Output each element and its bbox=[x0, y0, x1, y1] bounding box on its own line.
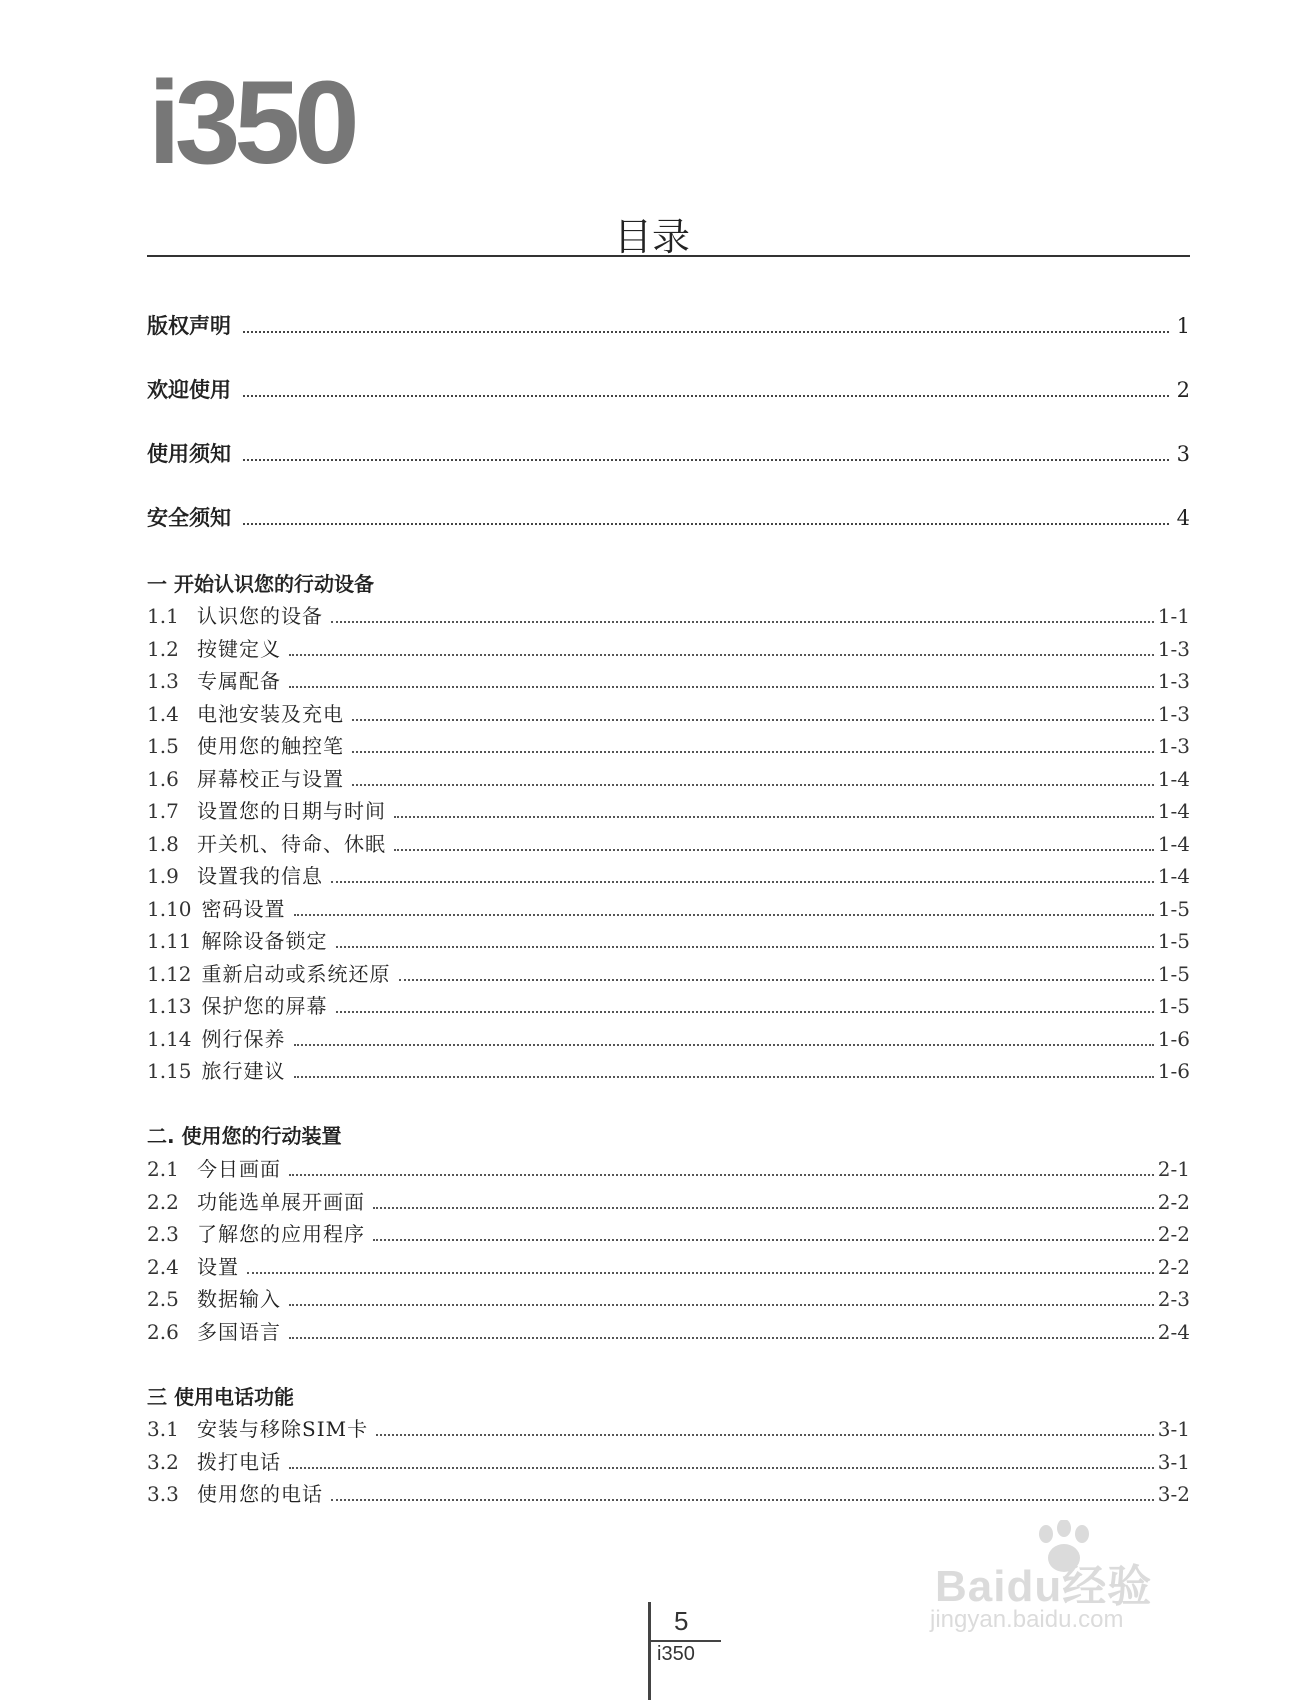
leader-dots bbox=[399, 979, 1154, 981]
baidu-watermark bbox=[920, 1520, 1240, 1640]
toc-entry[interactable] bbox=[147, 1218, 1190, 1248]
entry-number: 1.14 bbox=[147, 1026, 192, 1051]
entry-page: 1-3 bbox=[1157, 669, 1190, 693]
entry-page: 1-4 bbox=[1157, 799, 1190, 823]
leader-dots bbox=[289, 1467, 1154, 1469]
page-number: 5 bbox=[674, 1606, 689, 1636]
section-heading: 二. 使用您的行动装置 bbox=[147, 1124, 342, 1148]
toc-entry[interactable] bbox=[147, 860, 1190, 890]
entry-label: 功能选单展开画面 bbox=[197, 1189, 365, 1214]
toc-entry[interactable] bbox=[147, 1413, 1190, 1443]
entry-label: 使用您的电话 bbox=[197, 1482, 323, 1506]
entry-page: 1-4 bbox=[1157, 831, 1190, 856]
leader-dots bbox=[243, 459, 1169, 461]
toc-entry[interactable] bbox=[147, 1023, 1190, 1053]
toc-entry[interactable] bbox=[147, 1153, 1190, 1183]
watermark-url: jingyan.baidu.com bbox=[930, 1606, 1124, 1633]
leader-dots bbox=[373, 1239, 1154, 1241]
leader-dots bbox=[289, 686, 1154, 688]
leader-dots bbox=[336, 946, 1154, 948]
entry-label: 设置 bbox=[197, 1254, 239, 1279]
leader-dots bbox=[289, 1337, 1154, 1339]
entry-number: 1.11 bbox=[147, 929, 192, 953]
entry-number: 1.15 bbox=[147, 1059, 192, 1083]
entry-label: 专属配备 bbox=[197, 669, 281, 693]
entry-label: 旅行建议 bbox=[201, 1059, 286, 1083]
leader-dots bbox=[289, 1174, 1154, 1176]
leader-dots bbox=[336, 1011, 1154, 1013]
leader-dots bbox=[373, 1207, 1154, 1209]
leader-dots bbox=[289, 654, 1154, 656]
leader-dots bbox=[352, 784, 1154, 786]
entry-label: 今日画面 bbox=[197, 1157, 281, 1181]
toc-entry[interactable] bbox=[147, 633, 1190, 663]
toc-entry-page: 2 bbox=[1176, 378, 1190, 402]
entry-label: 按键定义 bbox=[197, 636, 281, 661]
entry-number: 1.5 bbox=[147, 734, 179, 758]
entry-label: 例行保养 bbox=[201, 1026, 286, 1051]
entry-number: 2.3 bbox=[147, 1222, 179, 1246]
entry-number: 1.3 bbox=[147, 669, 179, 693]
entry-page: 2-2 bbox=[1157, 1222, 1190, 1246]
entry-page: 3-1 bbox=[1157, 1449, 1190, 1474]
entry-number: 1.9 bbox=[147, 864, 179, 888]
leader-dots bbox=[331, 1499, 1154, 1501]
entry-page: 3-2 bbox=[1157, 1482, 1190, 1506]
toc-entry[interactable] bbox=[147, 763, 1190, 793]
leader-dots bbox=[294, 1076, 1154, 1078]
entry-page: 1-4 bbox=[1157, 864, 1190, 888]
leader-dots bbox=[247, 1272, 1154, 1274]
entry-page: 1-5 bbox=[1157, 896, 1190, 921]
entry-page: 1-6 bbox=[1157, 1059, 1190, 1083]
toc-entry[interactable] bbox=[147, 893, 1190, 923]
entry-label: 数据输入 bbox=[197, 1287, 281, 1311]
toc-entry-label: 版权声明 bbox=[147, 314, 231, 338]
entry-page: 2-4 bbox=[1157, 1319, 1190, 1344]
entry-number: 2.6 bbox=[147, 1319, 179, 1344]
entry-label: 屏幕校正与设置 bbox=[197, 766, 344, 791]
toc-entry[interactable] bbox=[147, 958, 1190, 988]
toc-entry[interactable] bbox=[147, 1446, 1190, 1476]
leader-dots bbox=[376, 1434, 1154, 1436]
toc-entry[interactable] bbox=[147, 600, 1190, 630]
entry-number: 2.1 bbox=[147, 1157, 179, 1181]
entry-number: 3.1 bbox=[147, 1417, 179, 1441]
footer-horizontal-rule bbox=[651, 1640, 721, 1642]
toc-entry[interactable] bbox=[147, 795, 1190, 825]
toc-entry-page: 3 bbox=[1176, 442, 1190, 466]
entry-label: 重新启动或系统还原 bbox=[201, 961, 391, 986]
entry-label: 拨打电话 bbox=[197, 1449, 281, 1474]
footer-vertical-rule bbox=[648, 1602, 651, 1700]
leader-dots bbox=[352, 751, 1154, 753]
entry-page: 2-2 bbox=[1157, 1254, 1190, 1279]
entry-page: 3-1 bbox=[1157, 1417, 1190, 1441]
leader-dots bbox=[243, 331, 1169, 333]
toc-entry-label: 安全须知 bbox=[147, 506, 231, 530]
leader-dots bbox=[243, 523, 1169, 525]
entry-page: 2-1 bbox=[1157, 1157, 1190, 1181]
entry-number: 1.7 bbox=[147, 799, 179, 823]
toc-entry-label: 使用须知 bbox=[147, 442, 231, 466]
page-title: 目录 bbox=[613, 215, 690, 259]
entry-number: 1.10 bbox=[147, 896, 192, 921]
toc-entry[interactable] bbox=[147, 698, 1190, 728]
toc-entry[interactable] bbox=[147, 1251, 1190, 1281]
entry-page: 1-3 bbox=[1157, 701, 1190, 726]
entry-page: 2-3 bbox=[1157, 1287, 1190, 1311]
entry-label: 认识您的设备 bbox=[197, 604, 323, 628]
entry-number: 1.4 bbox=[147, 701, 179, 726]
toc-entry-page: 1 bbox=[1176, 314, 1190, 338]
entry-number: 2.2 bbox=[147, 1189, 179, 1214]
title-divider bbox=[147, 255, 1190, 257]
entry-page: 1-1 bbox=[1157, 604, 1190, 628]
entry-label: 安装与移除SIM卡 bbox=[197, 1417, 369, 1441]
toc-entry[interactable] bbox=[147, 990, 1190, 1020]
entry-page: 1-3 bbox=[1157, 636, 1190, 661]
leader-dots bbox=[331, 881, 1154, 883]
entry-number: 3.2 bbox=[147, 1449, 179, 1474]
toc-entry-page: 4 bbox=[1176, 506, 1190, 530]
entry-number: 2.5 bbox=[147, 1287, 179, 1311]
entry-label: 设置我的信息 bbox=[197, 864, 323, 888]
toc-entry[interactable] bbox=[147, 1316, 1190, 1346]
toc-entry[interactable] bbox=[147, 1283, 1190, 1313]
entry-number: 1.8 bbox=[147, 831, 179, 856]
toc-entry[interactable] bbox=[147, 730, 1190, 760]
leader-dots bbox=[394, 849, 1154, 851]
leader-dots bbox=[352, 719, 1154, 721]
toc-entry[interactable] bbox=[147, 374, 1190, 408]
toc-entry[interactable] bbox=[147, 1055, 1190, 1085]
entry-number: 1.13 bbox=[147, 994, 192, 1018]
toc-entry[interactable] bbox=[147, 828, 1190, 858]
section-heading: 一 开始认识您的行动设备 bbox=[147, 572, 374, 596]
entry-number: 3.3 bbox=[147, 1482, 179, 1506]
toc-entry[interactable] bbox=[147, 1186, 1190, 1216]
entry-page: 1-5 bbox=[1157, 961, 1190, 986]
entry-label: 电池安装及充电 bbox=[197, 701, 344, 726]
entry-page: 2-2 bbox=[1157, 1189, 1190, 1214]
entry-label: 保护您的屏幕 bbox=[201, 994, 328, 1018]
leader-dots bbox=[243, 395, 1169, 397]
entry-page: 1-5 bbox=[1157, 929, 1190, 953]
watermark-brand: Baidu经验 bbox=[935, 1562, 1153, 1611]
section-heading: 三 使用电话功能 bbox=[147, 1385, 294, 1409]
toc-entry[interactable] bbox=[147, 310, 1190, 344]
entry-label: 使用您的触控笔 bbox=[197, 734, 344, 758]
toc-entry[interactable] bbox=[147, 502, 1190, 536]
toc-entry[interactable] bbox=[147, 438, 1190, 472]
entry-label: 设置您的日期与时间 bbox=[197, 799, 386, 823]
entry-label: 解除设备锁定 bbox=[201, 929, 328, 953]
entry-label: 密码设置 bbox=[201, 896, 286, 921]
entry-page: 1-3 bbox=[1157, 734, 1190, 758]
toc-entry[interactable] bbox=[147, 1478, 1190, 1508]
toc-entry-label: 欢迎使用 bbox=[147, 378, 231, 402]
entry-label: 开关机、待命、休眠 bbox=[197, 831, 386, 856]
leader-dots bbox=[331, 621, 1154, 623]
leader-dots bbox=[394, 816, 1154, 818]
entry-page: 1-5 bbox=[1157, 994, 1190, 1018]
entry-number: 2.4 bbox=[147, 1254, 179, 1279]
toc-entry[interactable] bbox=[147, 665, 1190, 695]
entry-label: 了解您的应用程序 bbox=[197, 1222, 365, 1246]
entry-page: 1-6 bbox=[1157, 1026, 1190, 1051]
toc-entry[interactable] bbox=[147, 925, 1190, 955]
entry-label: 多国语言 bbox=[197, 1319, 281, 1344]
entry-page: 1-4 bbox=[1157, 766, 1190, 791]
entry-number: 1.12 bbox=[147, 961, 192, 986]
entry-number: 1.1 bbox=[147, 604, 179, 628]
entry-number: 1.2 bbox=[147, 636, 179, 661]
entry-number: 1.6 bbox=[147, 766, 179, 791]
leader-dots bbox=[294, 914, 1154, 916]
leader-dots bbox=[294, 1044, 1154, 1046]
leader-dots bbox=[289, 1304, 1154, 1306]
product-logo: i350 bbox=[148, 57, 354, 189]
footer-model: i350 bbox=[657, 1643, 695, 1665]
